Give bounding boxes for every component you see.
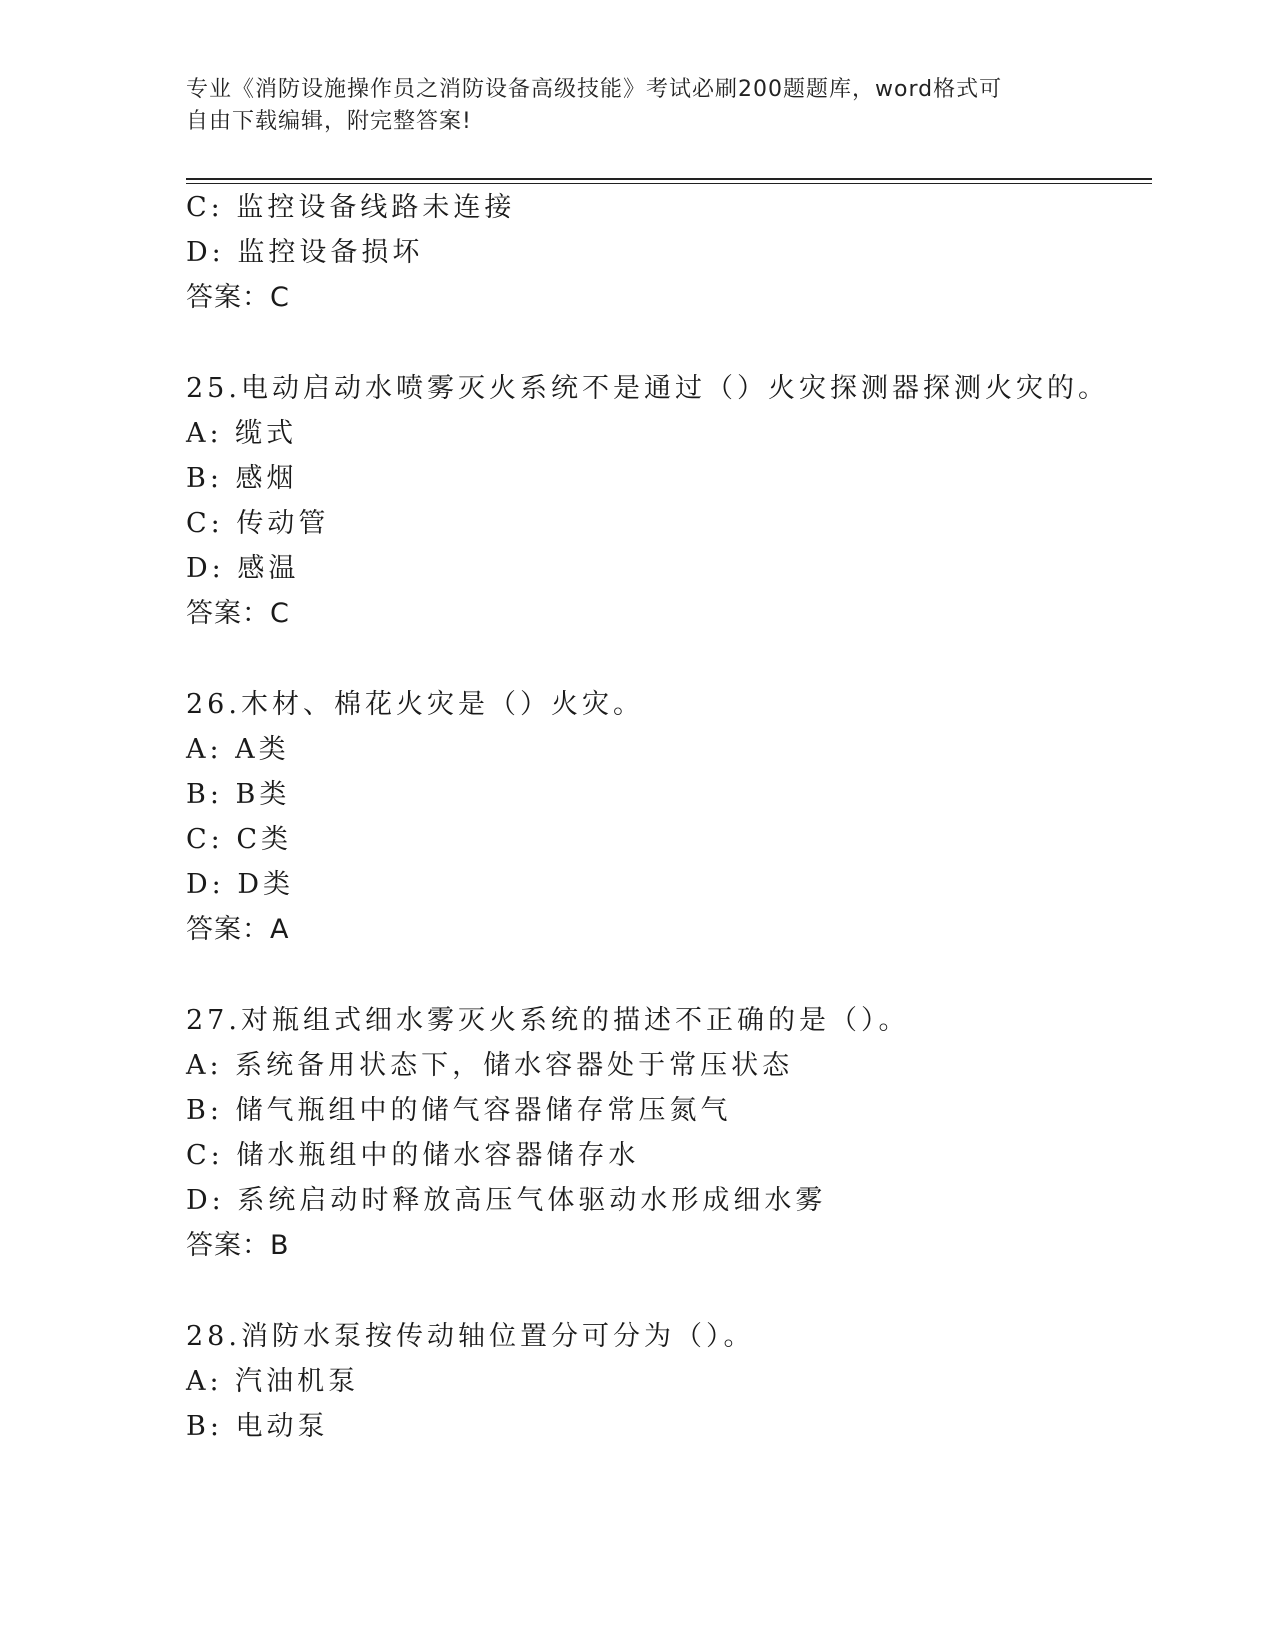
option-d: D: 监控设备损坏 xyxy=(186,237,424,268)
option-c: C: C类 xyxy=(186,824,292,855)
option-c: C: 储水瓶组中的储水容器储存水 xyxy=(186,1140,640,1171)
question-28: 28.消防水泵按传动轴位置分可分为（）。 xyxy=(186,1321,755,1352)
question-26: 26.木材、棉花火灾是（）火灾。 xyxy=(186,689,644,720)
option-b: B: 储气瓶组中的储气容器储存常压氮气 xyxy=(186,1095,732,1126)
option-a: A: 缆式 xyxy=(186,418,298,449)
answer: 答案：C xyxy=(186,598,290,629)
document-header xyxy=(186,74,1066,138)
option-b: B: B类 xyxy=(186,779,291,810)
answer: 答案：C xyxy=(186,282,290,313)
option-a: A: 系统备用状态下，储水容器处于常压状态 xyxy=(186,1050,794,1081)
answer: 答案：A xyxy=(186,914,290,945)
header-line-1: 专业《消防设施操作员之消防设备高级技能》考试必刷200题题库，word格式可 xyxy=(186,77,1003,102)
option-d: D: D类 xyxy=(186,869,294,900)
header-divider xyxy=(186,178,1152,180)
option-b: B: 电动泵 xyxy=(186,1411,329,1442)
option-a: A: 汽油机泵 xyxy=(186,1366,360,1397)
option-c: C: 传动管 xyxy=(186,508,330,539)
question-27: 27.对瓶组式细水雾灭火系统的描述不正确的是（）。 xyxy=(186,1005,910,1036)
option-d: D: 系统启动时释放高压气体驱动水形成细水雾 xyxy=(186,1185,827,1216)
option-d: D: 感温 xyxy=(186,553,300,584)
question-25: 25.电动启动水喷雾灭火系统不是通过（）火灾探测器探测火灾的。 xyxy=(186,373,1109,404)
option-c: C: 监控设备线路未连接 xyxy=(186,192,516,223)
header-line-2: 自由下载编辑，附完整答案! xyxy=(186,109,472,134)
answer: 答案：B xyxy=(186,1230,290,1261)
option-b: B: 感烟 xyxy=(186,463,298,494)
option-a: A: A类 xyxy=(186,734,290,765)
header-divider-thin xyxy=(186,183,1152,184)
